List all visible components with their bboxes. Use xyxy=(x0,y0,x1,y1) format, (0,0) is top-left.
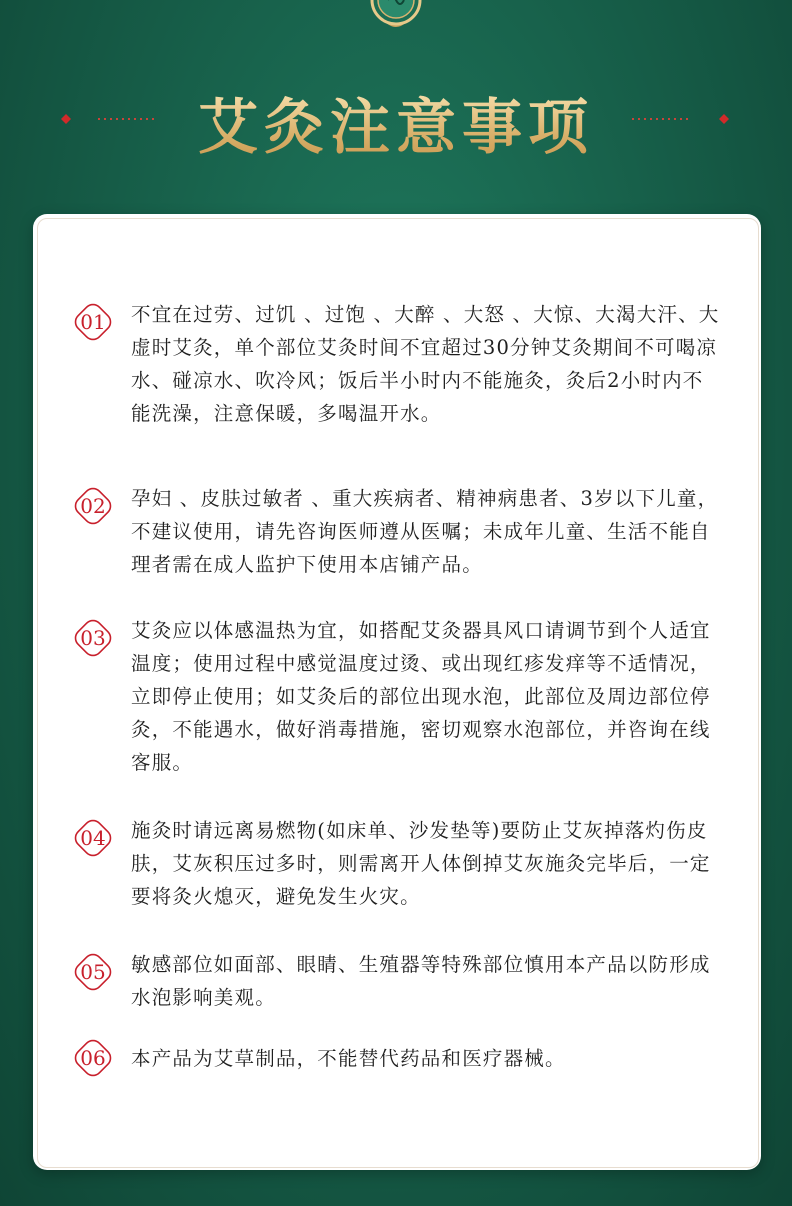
item-number: 04 xyxy=(80,826,106,850)
item-number-badge xyxy=(71,816,115,860)
item-number: 05 xyxy=(80,960,106,984)
item-text: 不宜在过劳、过饥 、过饱 、大醉 、大怒 、大惊、大渴大汗、大虚时艾灸，单个部位艾灸时间不宜超过30分钟艾灸期间不可喝凉水、碰凉水、吹冷风；饭后半小时内不能施灸，灸后2小时内不能洗澡，注意保暖，多喝温开水。 xyxy=(131,303,720,425)
title-row xyxy=(0,92,792,172)
item-number-badge xyxy=(71,300,115,344)
item-number: 03 xyxy=(80,626,106,650)
item-text: 施灸时请远离易燃物(如床单、沙发垫等)要防止艾灰掉落灼伤皮肤，艾灰积压过多时，则需离开人体倒掉艾灰施灸完毕后，一定要将灸火熄灭，避免发生火灾。 xyxy=(131,819,711,908)
page-title: 艾灸注意事项 xyxy=(0,92,792,164)
item-text: 本产品为艾草制品，不能替代药品和医疗器械。 xyxy=(131,1047,566,1070)
item-text: 孕妇 、皮肤过敏者 、重大疾病者、精神病患者、3岁以下儿童，不建议使用，请先咨询医师遵从医嘱；未成年儿童、生活不能自理者需在成人监护下使用本店铺产品。 xyxy=(131,487,719,576)
item-number-badge xyxy=(71,484,115,528)
notice-card xyxy=(33,214,761,1170)
item-number-badge xyxy=(71,950,115,994)
item-number: 06 xyxy=(80,1046,106,1070)
item-number: 01 xyxy=(80,310,106,334)
cloud-ornament-icon xyxy=(356,0,436,28)
item-text: 敏感部位如面部、眼睛、生殖器等特殊部位慎用本产品以防形成水泡影响美观。 xyxy=(131,953,711,1009)
title-right-ornament xyxy=(622,112,732,126)
item-number-badge xyxy=(71,1036,115,1080)
item-text: 艾灸应以体感温热为宜，如搭配艾灸器具风口请调节到个人适宜温度；使用过程中感觉温度过烫、或出现红疹发痒等不适情况，立即停止使用；如艾灸后的部位出现水泡，此部位及周边部位停灸，不能遇水，做好消毒措施，密切观察水泡部位，并咨询在线客服。 xyxy=(131,619,711,774)
item-number-badge xyxy=(71,616,115,660)
item-number: 02 xyxy=(80,494,106,518)
